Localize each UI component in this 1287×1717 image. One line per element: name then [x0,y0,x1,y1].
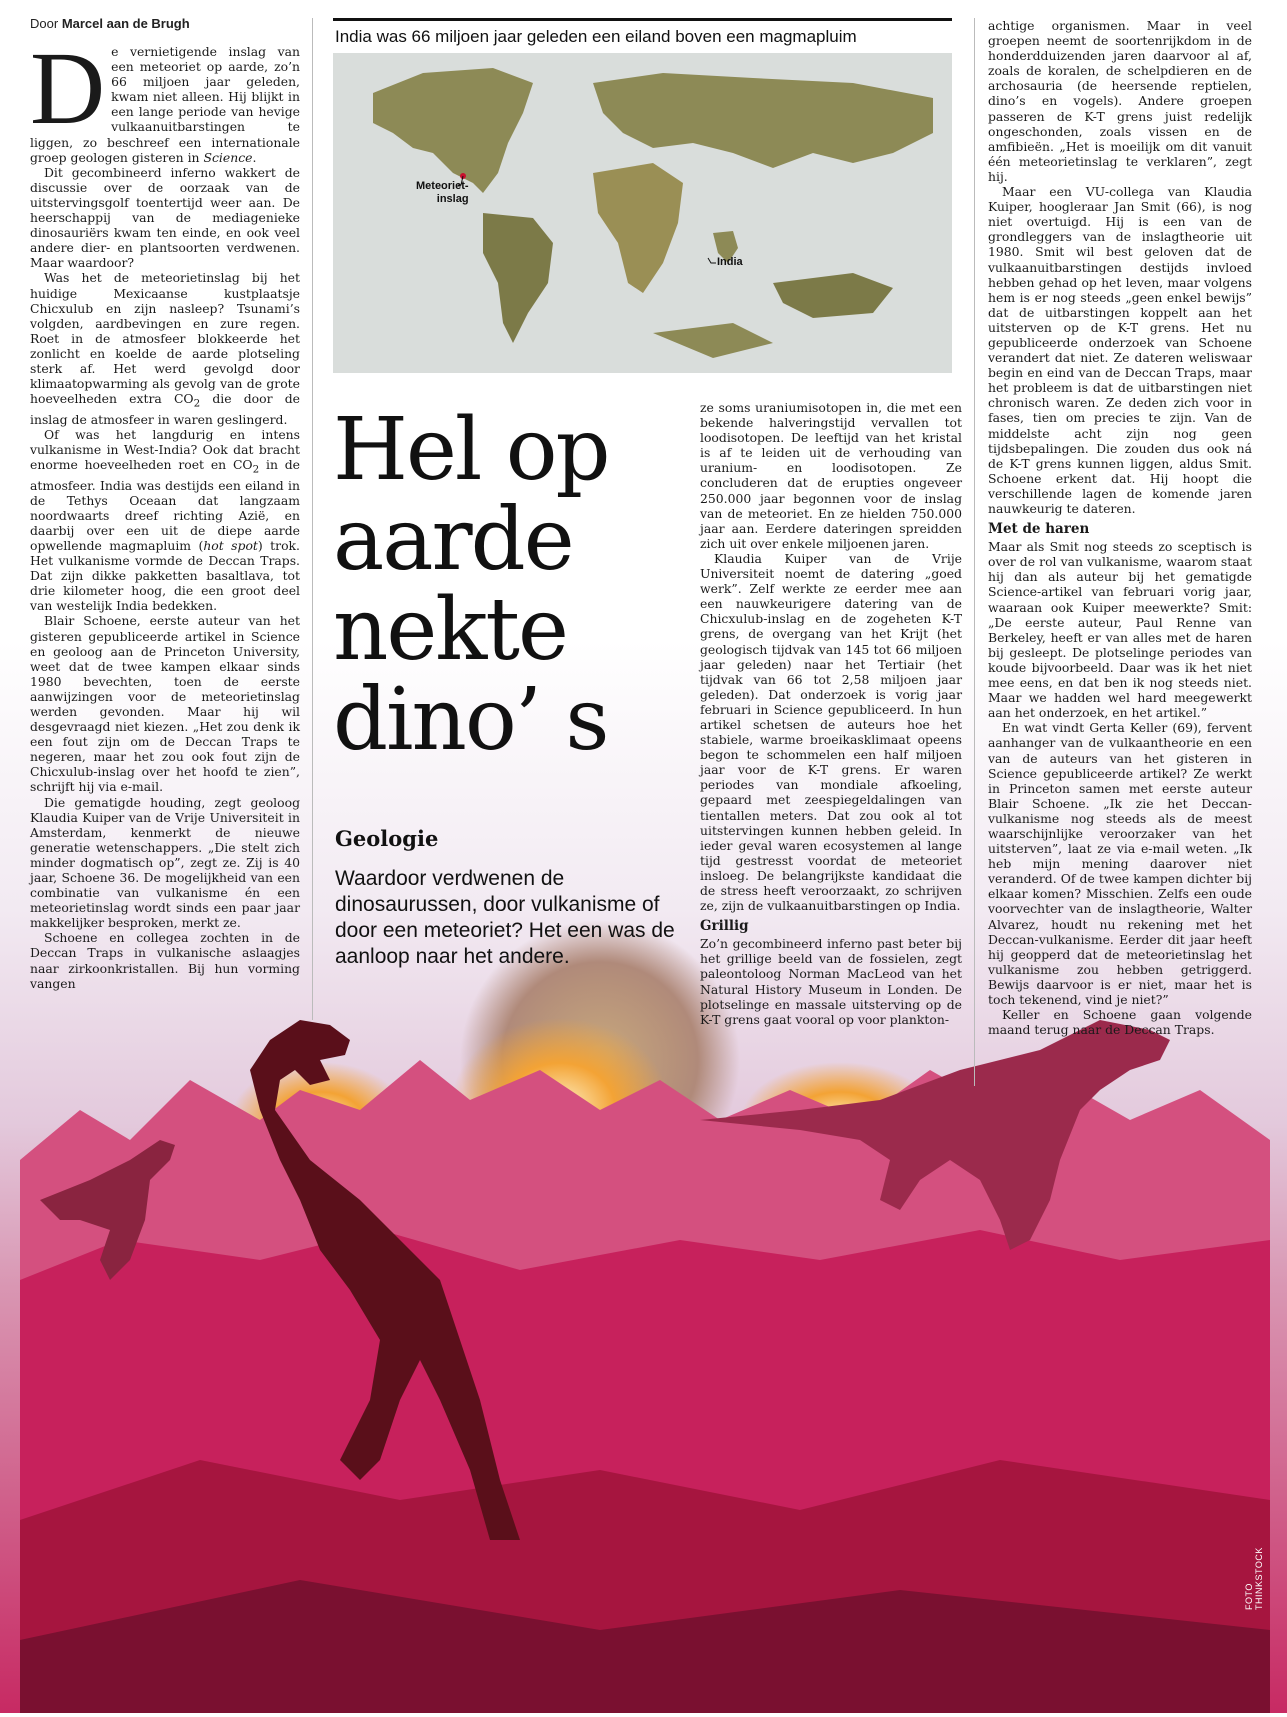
paragraph: Blair Schoene, eerste auteur van het gisteren gepubliceerde artikel in Science en geoloog aan de Princeton University, weet dat de twee kampen elkaar sinds 1980 bevechten, toen de eerste aanwijzingen voor de meteorietinslag werden gevonden. Maar hij wil desgevraagd niet kiezen. „Het zou denk ik een fout zijn om de Deccan Traps te negeren, maar het zou ook fout zijn de Chicxulub-inslag over het hoofd te zien”, schrijft hij via e-mail. [30,613,300,795]
paragraph: Maar als Smit nog steeds zo sceptisch is over de rol van vulkanisme, waarom staat hij dan als auteur bij het gematigde Science-artikel van februari vorig jaar, waaraan ook Kuiper meewerkte? Smit: „De eerste auteur, Paul Renne van Berkeley, heeft er van alles met de haren bij gesleept. De plotselinge periodes van koude bijvoorbeeld. Daar was ik het niet mee eens, en dat ben ik nog steeds niet. Maar we hadden wel hard meegewerkt aan het onderzoek, en het artikel.” [988,539,1252,721]
india-label: India [717,256,743,268]
text: in de atmosfeer. India was destijds een eiland in de Tethys Oceaan dat langzaam noordwaarts dreef richting Azië, en daarbij over een uit de diepe aarde opwellende magmapluim ( [30,457,301,553]
paragraph: Zo’n gecombineerd inferno past beter bij het grillige beeld van de fossielen, zegt paleontoloog Norman MacLeod van het Natural History Museum in Londen. De plotselinge en massale uitsterving op de K-T grens gaat vooral op voor plankton- [700,936,962,1027]
text: Was het de meteorietinslag bij het huidige Mexicaanse kustplaatsje Chicxulub en zijn nasleep? Tsunami’s volgden, aardbevingen en zure regen. Roet in de atmosfeer blokkeerde het zonlicht en koelde de aarde plotseling sterk af. Het werd gevolgd door klimaatopwarming als gevolg van de grote hoeveelheden extra CO [30,270,300,407]
impact-label-line: Meteoriet- [416,180,469,192]
text: ) trok. Het vulkanisme vormde de Deccan Traps. Dat zijn dikke pakketten basaltlava, tot drie kilometer hoog, die een groot deel van westelijk India bedekken. [30,537,300,614]
paragraph: Maar een VU-collega van Klaudia Kuiper, hoogleraar Jan Smit (66), is nog niet overtuigd. Hij is een van de grondleggers van de inslagtheorie uit 1980. Smit wil best geloven dat de vulkaanuitbarstingen destijds invloed hebben gehad op het leven, maar volgens hem is er nog steeds „geen enkel bewijs” dat de uitbarstingen koppelt aan het uitsterven op de K-T grens. Het nu gepubliceerde onderzoek van Schoene verandert dat niet. Ze dateren weliswaar begin en eind van de Deccan Traps, maar het probleem is dat de uitbarstingen niet chronisch waren. Ze deden zich voor in fases, tien om precies te zijn. Van de middelste acht zijn nog geen tijdsbepalingen. Die zouden dus ook ná de K-T grens kunnen liggen, aldus Smit. Schoene erkent dat. Hij hoopt die verschillende lagen de komende jaren nauwkeurig te dateren. [988,184,1252,516]
map-graphic [333,18,952,373]
headline [333,400,663,770]
headline-line: aarde [333,490,573,590]
column-divider [974,18,975,1086]
italic-text: Science [203,149,253,165]
headline-line: nekte [333,580,567,680]
paragraph: achtige organismen. Maar in veel groepen neemt de soortenrijkdom in de honderdduizenden jaren daarvoor al af, zoals de koralen, de schelpdieren en de archosauria (de heersende reptielen, dino’s en vogels). Andere groepen passeren de K-T grens juist redelijk ongeschonden, zoals vissen en de amfibieën. „Het is moeilijk om dit vanuit één meteorietinslag te verklaren”, zegt hij. [988,18,1252,184]
paragraph [30,270,300,426]
world-map [333,53,952,373]
byline-author: Marcel aan de Brugh [61,16,190,31]
subscript: 2 [252,463,260,476]
map-title: India was 66 miljoen jaar geleden een eiland boven een magmapluim [335,27,857,46]
text: Of was het langdurig en intens vulkanisme in West-India? Ook dat bracht enorme hoeveelheden roet en CO [30,426,300,472]
impact-label [416,180,469,206]
article-column-3 [700,400,962,1027]
paragraph: ze soms uraniumisotopen in, die met een bekende halveringstijd vervallen tot loodisotopen. De leeftijd van het kristal is af te leiden uit de verhouding van uranium- en loodisotopen. Ze concluderen dat de erupties ongeveer 250.000 jaar begonnen voor de inslag van de meteoriet. En ze hielden 750.000 jaar aan. Eerdere dateringen spreidden zich uit over enkele miljoenen jaren. [700,400,962,551]
paragraph: Dit gecombineerd inferno wakkert de discussie over de oorzaak van de uitstervingsgolf toentertijd weer aan. De heerschappij van de mediagenieke dinosauriërs kwam ten einde, en ook veel andere dier- en plantsoorten verdwenen. Maar waardoor? [30,164,300,271]
article-column-1 [30,31,301,991]
subscript: 2 [193,397,201,410]
drop-cap: D [30,31,106,146]
paragraph: Die gematigde houding, zegt geoloog Klaudia Kuiper van de Vrije Universiteit in Amsterdam, kenmerkt de nieuwe generatie wetenschappers. „Die stelt zich minder dogmatisch op”, zegt ze. Zij is 40 jaar, Schoene 36. De mogelijkheid van een combinatie van vulkanisme én een meteorietinslag wordt sinds een paar jaar makkelijker besproken, merkt ze. [30,794,300,931]
byline [30,16,190,31]
paragraph: Schoene en collegea zochten in de Deccan Traps in vulkanische aslaagjes naar zirkoonkristallen. Bij hun vorming vangen [30,930,300,991]
paragraph: Klaudia Kuiper van de Vrije Universiteit noemt de datering „goed werk”. Zelf werkte ze eerder mee aan een nauwkeurigere datering van de Chicxulub-inslag en de zogeheten K-T grens, de overgang van het Krijt (het geologisch tijdvak van 145 tot 66 miljoen jaar geleden) naar het Tertiair (het tijdvak van 66 tot 2,58 miljoen jaar geleden). Dat onderzoek is vorig jaar februari in Science gepubliceerd. In hun artikel schetsen de auteurs hoe het stabiele, warme broeikasklimaat opeens begon te schommelen een half miljoen jaar voor de K-T grens. Er waren periodes van mondiale afkoeling, gepaard met zeespiegeldalingen van tientallen meters. Dat zou ook al tot uitstervingen kunnen hebben geleid. In ieder geval waren ecosystemen al lange tijd gestresst voordat de meteoriet insloeg. De belangrijkste kandidaat die de stress heeft veroorzaakt, zo schrijven ze, zijn de vulkaanuitbarstingen op India. [700,550,962,914]
text: die door de inslag de atmosfeer in waren geslingerd. [30,391,300,427]
intro-text: Waardoor verdwenen de dinosaurussen, door vulkanisme of door een meteoriet? Het een was de aanloop naar het andere. [335,867,675,968]
subheading: Met de haren [988,521,1090,538]
paragraph: En wat vindt Gerta Keller (69), fervent aanhanger van de vulkaantheorie en een van de auteurs van het gisteren in Science gepubliceerde artikel? Ze werkt in Princeton samen met eerste auteur Blair Schoene. „Ik zie het Deccan-vulkanisme nog steeds als de meest waarschijnlijke veroorzaker van het uitsterven”, laat ze via e-mail weten. „Ik heb mijn mening daarover niet veranderd. Of de twee kampen dichter bij elkaar komen? Misschien. Zelfs een oude voorvechter van de inslagtheorie, Walter Alvarez, houdt nu rekening met het Deccan-vulkanisme. Eerder dit jaar heeft hij geopperd dat de meteorietinslag het vulkanisme zou hebben getriggerd. Bewijs daarvoor is er niet, maar het is toch tekenend, vind je niet?” [988,720,1252,1007]
impact-label-line: inslag [436,193,469,205]
headline-line: dino’ s [333,670,608,770]
subheading: Grillig [700,918,749,935]
photo-credit: FOTO THINKSTOCK [1244,1547,1264,1610]
article-column-4 [988,18,1252,1037]
section-kicker: Geologie [335,826,439,851]
paragraph [30,427,300,614]
headline-line: Hel op [333,400,609,500]
text: . [252,149,257,165]
byline-prefix: Door [30,16,59,31]
italic-text: hot spot [203,537,258,553]
column-divider [312,18,313,1020]
paragraph: Keller en Schoene gaan volgende maand terug naar de Deccan Traps. [988,1007,1252,1038]
paragraph: e vernietigende inslag van een meteoriet op aarde, zo’n 66 miljoen jaar geleden, kwam niet alleen. Hij blijkt in een lange periode van hevige vulkaanuitbarstingen te liggen, zo beschreef een internationale groep geologen gisteren in [30,44,300,165]
